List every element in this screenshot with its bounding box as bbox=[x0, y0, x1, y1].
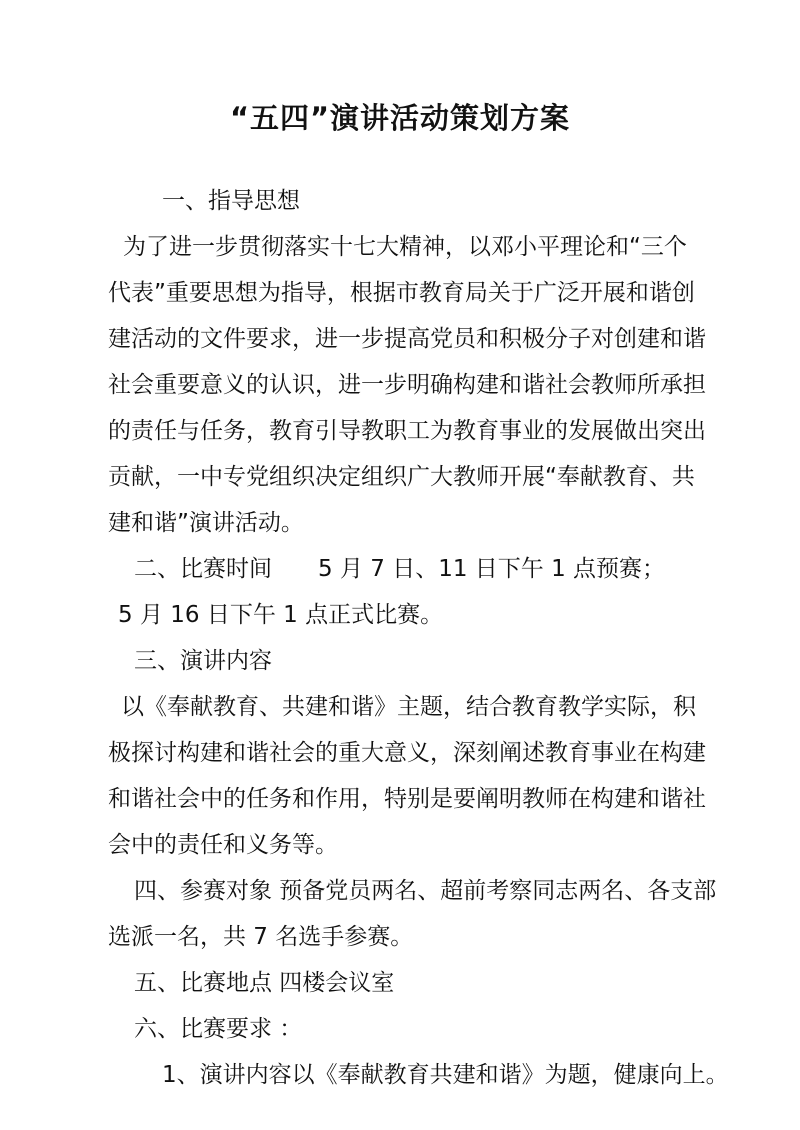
paragraph-line: 代表”重要思想为指导，根据市教育局关于广泛开展和谐创 bbox=[108, 280, 695, 306]
paragraph-line: 以《奉献教育、共建和谐》主题，结合教育教学实际，积 bbox=[121, 694, 696, 720]
paragraph-line: 会中的责任和义务等。 bbox=[108, 832, 338, 858]
paragraph-line: 建活动的文件要求，进一步提高党员和积极分子对创建和谐 bbox=[108, 326, 706, 352]
paragraph-line: 选派一名，共 7 名选手参赛。 bbox=[108, 924, 414, 950]
paragraph-line: 社会重要意义的认识，进一步明确构建和谐社会教师所承担 bbox=[108, 372, 706, 398]
section-heading-venue: 五、比赛地点 四楼会议室 bbox=[134, 970, 395, 996]
paragraph-line: 建和谐”演讲活动。 bbox=[108, 510, 304, 536]
requirement-item: 1、演讲内容以《奉献教育共建和谐》为题，健康向上。 bbox=[162, 1062, 729, 1088]
section-heading-requirements: 六、比赛要求 ： bbox=[134, 1016, 303, 1042]
section-heading-speech-content: 三、演讲内容 bbox=[134, 648, 272, 674]
paragraph-line: 极探讨构建和谐社会的重大意义，深刻阐述教育事业在构建 bbox=[108, 740, 706, 766]
section-heading-competition-time: 二、比赛时间 5 月 7 日、11 日下午 1 点预赛； bbox=[134, 556, 666, 582]
paragraph-line: 5 月 16 日下午 1 点正式比赛。 bbox=[118, 602, 444, 628]
paragraph-line: 贡献，一中专党组织决定组织广大教师开展“奉献教育、共 bbox=[108, 464, 695, 490]
section-heading-participants: 四、参赛对象 预备党员两名、超前考察同志两名、各支部 bbox=[134, 878, 717, 904]
paragraph-line: 的责任与任务，教育引导教职工为教育事业的发展做出突出 bbox=[108, 418, 706, 444]
paragraph-line: 和谐社会中的任务和作用，特别是要阐明教师在构建和谐社 bbox=[108, 786, 706, 812]
document-title: “五四”演讲活动策划方案 bbox=[229, 101, 571, 135]
paragraph-line: 为了进一步贯彻落实十七大精神，以邓小平理论和“三个 bbox=[123, 234, 687, 260]
section-heading-guiding-thought: 一、指导思想 bbox=[162, 188, 300, 214]
